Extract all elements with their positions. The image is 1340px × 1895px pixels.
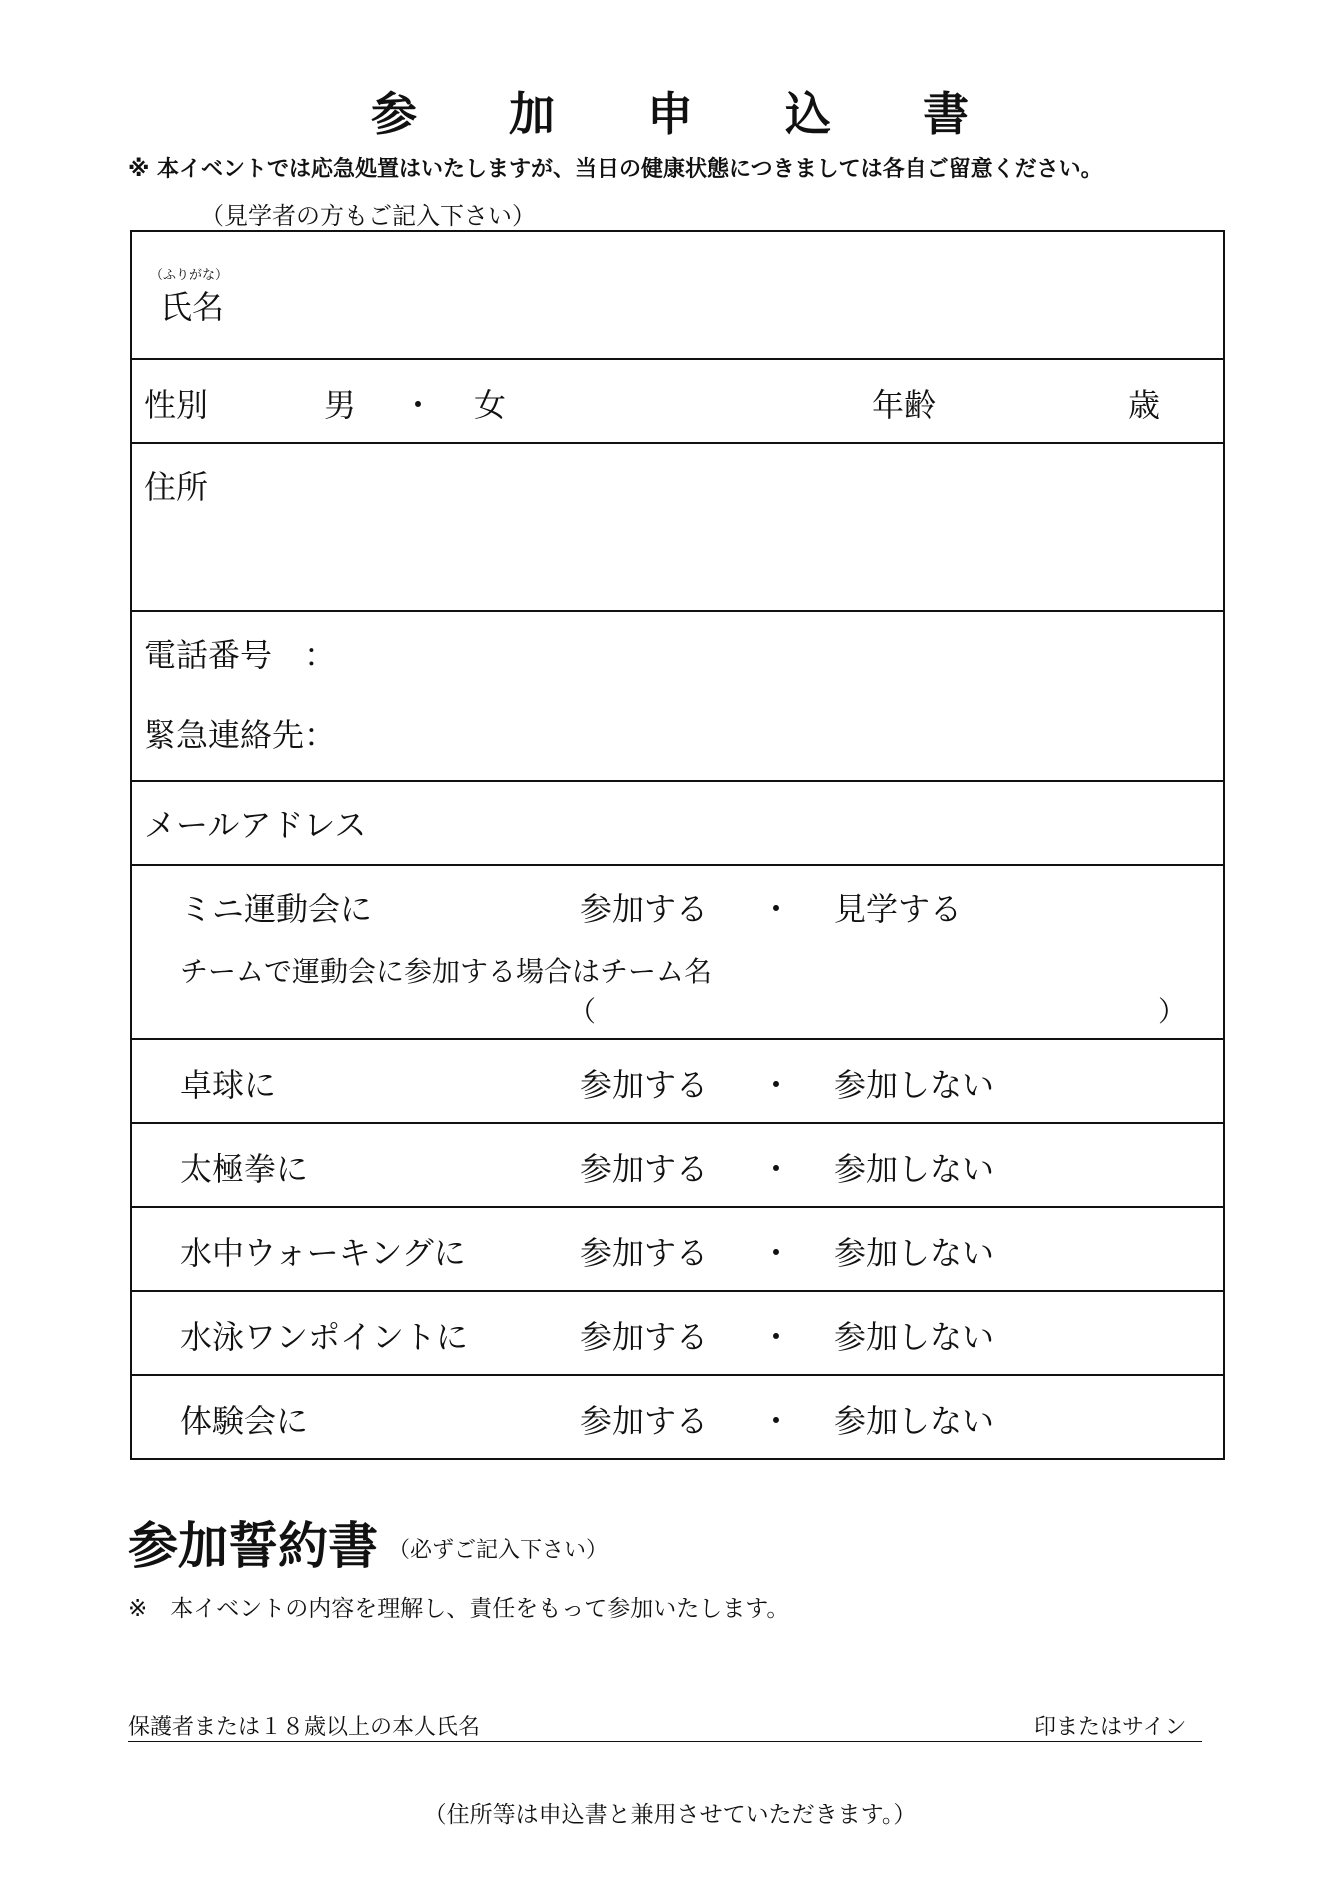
furigana-label: （ふりがな） bbox=[150, 268, 229, 283]
event-join-option[interactable]: 参加する bbox=[580, 1234, 709, 1272]
age-unit: 歳 bbox=[1128, 386, 1161, 424]
health-notice: ※ 本イベントでは応急処置はいたしますが、当日の健康状態につきましては各自ご留意ください。 bbox=[128, 157, 1103, 182]
event-row-water-walking bbox=[132, 1206, 1223, 1292]
team-name-note: チームで運動会に参加する場合はチーム名 bbox=[180, 955, 713, 988]
email-row[interactable] bbox=[132, 780, 1223, 866]
event-row-swim-point bbox=[132, 1290, 1223, 1376]
event-row-tai-chi bbox=[132, 1122, 1223, 1208]
event-label: 卓球に bbox=[180, 1066, 277, 1104]
sports-day-observe-option[interactable]: 見学する bbox=[834, 890, 963, 928]
event-label: 水泳ワンポイントに bbox=[180, 1318, 469, 1356]
event-join-option[interactable]: 参加する bbox=[580, 1066, 709, 1104]
age-label: 年齢 bbox=[872, 386, 937, 424]
name-row[interactable] bbox=[132, 232, 1223, 360]
event-decline-option[interactable]: 参加しない bbox=[834, 1066, 995, 1104]
event-separator: ・ bbox=[760, 1234, 793, 1272]
emergency-contact-label: 緊急連絡先： bbox=[144, 716, 337, 754]
event-label: 体験会に bbox=[180, 1402, 309, 1440]
signature-line[interactable] bbox=[128, 1741, 1202, 1742]
phone-label: 電話番号 ： bbox=[144, 636, 337, 674]
sex-age-row bbox=[132, 358, 1223, 444]
pledge-required-note: （必ずご記入下さい） bbox=[388, 1538, 609, 1563]
event-separator: ・ bbox=[760, 1066, 793, 1104]
sports-day-label: ミニ運動会に bbox=[180, 890, 373, 928]
pledge-text: ※ 本イベントの内容を理解し、責任をもって参加いたします。 bbox=[128, 1596, 790, 1622]
event-decline-option[interactable]: 参加しない bbox=[834, 1234, 995, 1272]
event-join-option[interactable]: 参加する bbox=[580, 1318, 709, 1356]
event-separator: ・ bbox=[760, 1318, 793, 1356]
event-decline-option[interactable]: 参加しない bbox=[834, 1150, 995, 1188]
sports-day-row bbox=[132, 864, 1223, 1040]
event-decline-option[interactable]: 参加しない bbox=[834, 1402, 995, 1440]
event-row-trial bbox=[132, 1374, 1223, 1458]
email-label: メールアドレス bbox=[144, 806, 367, 844]
sex-label: 性別 bbox=[144, 386, 209, 424]
sports-day-separator: ・ bbox=[760, 890, 793, 928]
seal-or-signature-label: 印またはサイン bbox=[1034, 1715, 1187, 1740]
page-title: 参 加 申 込 書 bbox=[370, 87, 1008, 141]
event-label: 太極拳に bbox=[180, 1150, 309, 1188]
application-form bbox=[130, 230, 1225, 1460]
address-label: 住所 bbox=[144, 468, 209, 506]
footer-note: （住所等は申込書と兼用させていただきます。） bbox=[423, 1802, 917, 1828]
address-row[interactable] bbox=[132, 442, 1223, 612]
event-separator: ・ bbox=[760, 1402, 793, 1440]
observer-note: （見学者の方もご記入下さい） bbox=[200, 202, 536, 230]
name-label: 氏名 bbox=[160, 288, 225, 326]
sex-female-option[interactable]: 女 bbox=[474, 386, 507, 424]
event-decline-option[interactable]: 参加しない bbox=[834, 1318, 995, 1356]
phone-row[interactable] bbox=[132, 610, 1223, 782]
sex-male-option[interactable]: 男 bbox=[324, 386, 357, 424]
event-label: 水中ウォーキングに bbox=[180, 1234, 466, 1272]
sex-separator: ・ bbox=[402, 386, 435, 424]
guardian-name-label: 保護者または１８歳以上の本人氏名 bbox=[128, 1715, 481, 1740]
team-name-paren-close: ） bbox=[1158, 995, 1187, 1028]
event-join-option[interactable]: 参加する bbox=[580, 1402, 709, 1440]
event-separator: ・ bbox=[760, 1150, 793, 1188]
pledge-title: 参加誓約書 bbox=[128, 1517, 378, 1575]
team-name-paren-open: （ bbox=[568, 995, 597, 1028]
sports-day-join-option[interactable]: 参加する bbox=[580, 890, 709, 928]
event-row-table-tennis bbox=[132, 1038, 1223, 1124]
event-join-option[interactable]: 参加する bbox=[580, 1150, 709, 1188]
